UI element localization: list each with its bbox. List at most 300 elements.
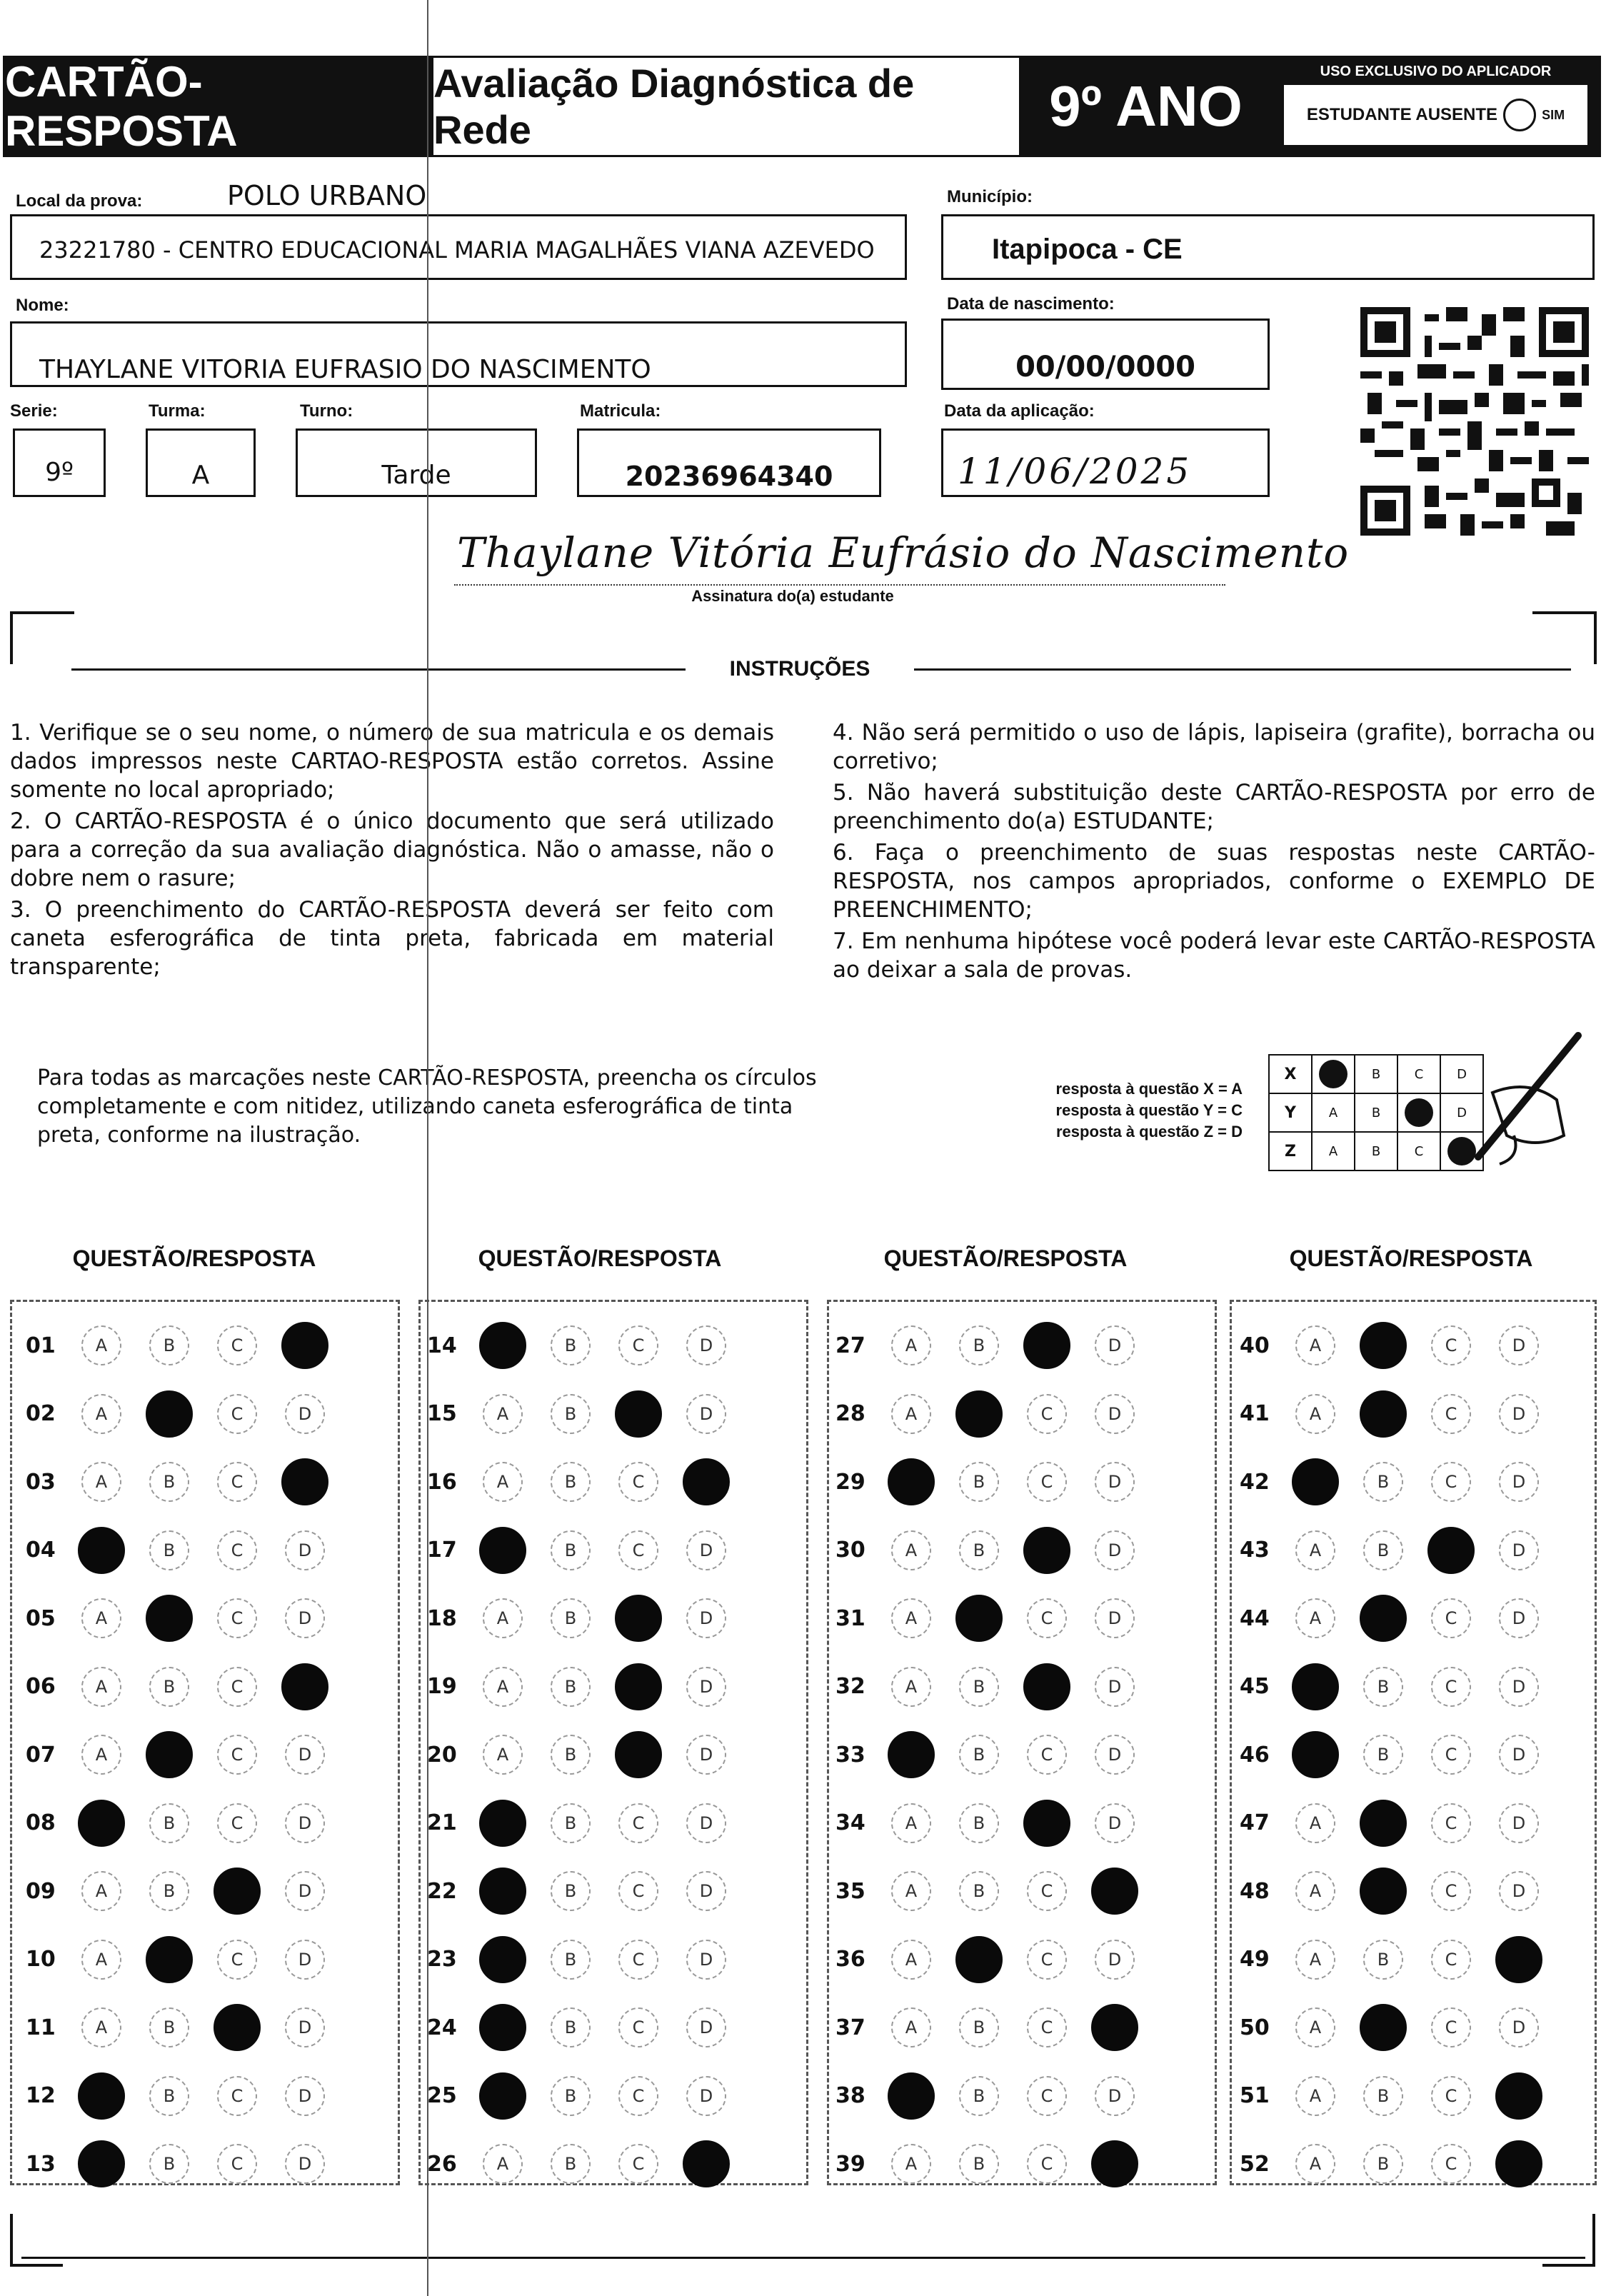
answer-bubble-b[interactable]: B <box>1363 2144 1403 2184</box>
answer-bubble-a[interactable]: A <box>891 1325 931 1365</box>
answer-bubble-d[interactable]: D <box>1499 2007 1539 2047</box>
answer-bubble-d[interactable]: D <box>1095 1462 1135 1502</box>
question-row-46 <box>1240 1733 1567 1776</box>
instructions-heading: INSTRUÇÕES <box>729 657 870 681</box>
filled-bubble-a[interactable] <box>1292 1458 1339 1505</box>
filled-bubble-d[interactable] <box>1091 2004 1138 2051</box>
question-row-35 <box>835 1870 1163 1913</box>
answer-bubble-b[interactable]: B <box>551 1735 591 1775</box>
answer-bubble-d[interactable]: D <box>1499 1325 1539 1365</box>
filled-bubble-d[interactable] <box>281 1458 328 1505</box>
question-number: 50 <box>1240 2015 1270 2040</box>
answer-bubble-d[interactable]: D <box>686 1803 726 1843</box>
answer-bubble-a[interactable]: A <box>891 2007 931 2047</box>
answer-bubble-c[interactable]: C <box>217 1598 257 1638</box>
answer-bubble-b[interactable]: B <box>551 1325 591 1365</box>
turma-label: Turma: <box>149 401 206 421</box>
filled-bubble-b[interactable] <box>146 1390 193 1438</box>
filled-bubble-d[interactable] <box>281 1322 328 1369</box>
answer-bubble-d[interactable]: D <box>686 1871 726 1911</box>
answer-bubble-a[interactable]: A <box>483 1394 523 1434</box>
answer-bubble-d[interactable]: D <box>1499 1462 1539 1502</box>
answer-bubble-a[interactable]: A <box>483 2144 523 2184</box>
instructions-right <box>833 718 1595 987</box>
example-option-c <box>1397 1093 1440 1132</box>
answer-bubble-c[interactable]: C <box>618 1530 658 1570</box>
question-row-36 <box>835 1938 1163 1981</box>
question-row-52 <box>1240 2142 1567 2185</box>
filled-bubble-a[interactable] <box>479 2072 526 2120</box>
answer-bubble-b[interactable]: B <box>959 2007 999 2047</box>
example-line-y: resposta à questão Y = C <box>1055 1101 1243 1119</box>
answer-bubble-d[interactable]: D <box>1095 2076 1135 2116</box>
example-key: Z <box>1269 1132 1312 1170</box>
question-row-11 <box>26 2006 353 2049</box>
answer-bubble-b[interactable]: B <box>959 1871 999 1911</box>
filled-bubble-a[interactable] <box>78 2140 125 2187</box>
question-row-14 <box>427 1324 754 1367</box>
answer-bubble-d[interactable]: D <box>1095 1667 1135 1707</box>
answer-bubble-a[interactable]: A <box>1295 1871 1335 1911</box>
answer-bubble-c[interactable]: C <box>217 1667 257 1707</box>
question-row-28 <box>835 1393 1163 1435</box>
answers-heading-4: QUESTÃO/RESPOSTA <box>1289 1245 1533 1271</box>
filled-bubble-a[interactable] <box>479 1800 526 1847</box>
answer-bubble-d[interactable]: D <box>1095 1803 1135 1843</box>
answer-bubble-a[interactable]: A <box>1295 1394 1335 1434</box>
question-number: 35 <box>835 1878 865 1904</box>
question-row-34 <box>835 1802 1163 1845</box>
question-number: 31 <box>835 1605 865 1631</box>
question-row-22 <box>427 1870 754 1913</box>
question-row-10 <box>26 1938 353 1981</box>
filled-bubble-b[interactable] <box>146 1936 193 1983</box>
answer-bubble-d[interactable]: D <box>285 1598 325 1638</box>
filled-bubble-a[interactable] <box>1292 1663 1339 1710</box>
answer-bubble-d[interactable]: D <box>1095 1598 1135 1638</box>
filled-bubble-a[interactable] <box>479 1527 526 1574</box>
answer-bubble-b[interactable]: B <box>551 1667 591 1707</box>
answer-bubble-d[interactable]: D <box>1095 1325 1135 1365</box>
answer-bubble-a[interactable]: A <box>891 1871 931 1911</box>
answer-bubble-c[interactable]: C <box>217 2076 257 2116</box>
filled-bubble-d[interactable] <box>1091 1868 1138 1915</box>
answer-bubble-c[interactable]: C <box>1027 1940 1067 1980</box>
answer-bubble-a[interactable]: A <box>81 1940 121 1980</box>
answer-bubble-d[interactable]: D <box>686 1598 726 1638</box>
answer-bubble-c[interactable]: C <box>217 2144 257 2184</box>
filled-bubble-d[interactable] <box>1495 2072 1542 2120</box>
question-number: 28 <box>835 1401 865 1426</box>
answer-bubble-b[interactable]: B <box>551 1803 591 1843</box>
answer-bubble-d[interactable]: D <box>686 1667 726 1707</box>
answer-bubble-c[interactable]: C <box>618 1803 658 1843</box>
absent-checkbox[interactable] <box>1503 99 1536 131</box>
answer-bubble-c[interactable]: C <box>217 1394 257 1434</box>
answer-bubble-b[interactable]: B <box>551 1394 591 1434</box>
filled-bubble-c[interactable] <box>1023 1800 1070 1847</box>
answer-bubble-b[interactable]: B <box>551 1598 591 1638</box>
answer-bubble-b[interactable]: B <box>959 2144 999 2184</box>
answer-bubble-c[interactable]: C <box>1027 1598 1067 1638</box>
answer-bubble-d[interactable]: D <box>1095 1530 1135 1570</box>
answer-bubble-a[interactable]: A <box>81 1735 121 1775</box>
answer-bubble-c[interactable]: C <box>217 1940 257 1980</box>
municipio-value: Itapipoca - CE <box>992 234 1183 265</box>
answer-bubble-b[interactable]: B <box>1363 1462 1403 1502</box>
question-row-12 <box>26 2075 353 2117</box>
question-row-47 <box>1240 1802 1567 1845</box>
answer-bubble-c[interactable]: C <box>618 2007 658 2047</box>
filled-bubble-d[interactable] <box>683 1458 730 1505</box>
answer-bubble-b[interactable]: B <box>1363 1667 1403 1707</box>
filled-bubble-c[interactable] <box>214 2004 261 2051</box>
filled-bubble-c[interactable] <box>615 1595 662 1642</box>
filled-bubble-c[interactable] <box>615 1663 662 1710</box>
answer-bubble-b[interactable]: B <box>959 2076 999 2116</box>
filled-bubble-c[interactable] <box>1427 1527 1475 1574</box>
filled-bubble-b[interactable] <box>955 1390 1003 1438</box>
applicator-box <box>1273 58 1599 155</box>
answer-bubble-a[interactable]: A <box>81 1325 121 1365</box>
question-row-06 <box>26 1665 353 1708</box>
answer-bubble-c[interactable]: C <box>217 1325 257 1365</box>
answer-bubble-c[interactable]: C <box>618 1325 658 1365</box>
answer-bubble-c[interactable]: C <box>618 1940 658 1980</box>
qr-code-icon <box>1360 307 1589 536</box>
answer-bubble-b[interactable]: B <box>551 2144 591 2184</box>
filled-bubble-a[interactable] <box>888 2072 935 2120</box>
example-key: X <box>1269 1055 1312 1093</box>
answer-bubble-c[interactable]: C <box>217 1803 257 1843</box>
nascimento-box <box>941 319 1270 390</box>
answer-bubble-b[interactable]: B <box>149 1871 189 1911</box>
answer-bubble-b[interactable]: B <box>149 1667 189 1707</box>
answer-bubble-a[interactable]: A <box>891 1530 931 1570</box>
answer-bubble-c[interactable]: C <box>217 1530 257 1570</box>
answer-bubble-b[interactable]: B <box>1363 2076 1403 2116</box>
answer-bubble-c[interactable]: C <box>217 1462 257 1502</box>
answer-bubble-b[interactable]: B <box>149 2076 189 2116</box>
filled-bubble-c[interactable] <box>214 1868 261 1915</box>
answer-bubble-a[interactable]: A <box>81 1871 121 1911</box>
filled-bubble-b[interactable] <box>1360 2004 1407 2051</box>
answer-bubble-b[interactable]: B <box>551 2007 591 2047</box>
answer-bubble-d[interactable]: D <box>285 2076 325 2116</box>
question-number: 09 <box>26 1878 56 1904</box>
question-number: 30 <box>835 1538 865 1563</box>
answer-bubble-d[interactable]: D <box>1499 1803 1539 1843</box>
nome-box <box>10 321 907 387</box>
answer-bubble-c[interactable]: C <box>1431 1803 1471 1843</box>
answer-bubble-a[interactable]: A <box>81 1462 121 1502</box>
answer-bubble-b[interactable]: B <box>551 1871 591 1911</box>
instructions-left <box>10 718 774 984</box>
answer-bubble-d[interactable]: D <box>285 1940 325 1980</box>
answer-bubble-d[interactable]: D <box>1499 1598 1539 1638</box>
answer-bubble-a[interactable]: A <box>1295 1530 1335 1570</box>
question-row-13 <box>26 2142 353 2185</box>
answer-bubble-a[interactable]: A <box>483 1735 523 1775</box>
answer-bubble-d[interactable]: D <box>686 2007 726 2047</box>
nascimento-label: Data de nascimento: <box>947 294 1115 314</box>
turno-box <box>296 428 537 497</box>
answer-bubble-c[interactable]: C <box>1027 1462 1067 1502</box>
answer-bubble-a[interactable]: A <box>483 1462 523 1502</box>
answer-bubble-b[interactable]: B <box>551 1940 591 1980</box>
filled-bubble-d[interactable] <box>1495 2140 1542 2187</box>
answer-bubble-d[interactable]: D <box>285 1803 325 1843</box>
answer-bubble-d[interactable]: D <box>686 1530 726 1570</box>
answer-bubble-d[interactable]: D <box>285 2144 325 2184</box>
example-option-a: A <box>1312 1093 1355 1132</box>
filled-bubble-b[interactable] <box>1360 1868 1407 1915</box>
question-number: 42 <box>1240 1469 1270 1495</box>
answer-bubble-c[interactable]: C <box>1027 2076 1067 2116</box>
answer-bubble-b[interactable]: B <box>1363 1735 1403 1775</box>
example-option-c: C <box>1397 1055 1440 1093</box>
absent-label: ESTUDANTE AUSENTE <box>1306 105 1498 124</box>
answer-bubble-b[interactable]: B <box>149 1530 189 1570</box>
answer-bubble-a[interactable]: A <box>483 1667 523 1707</box>
filled-bubble-c[interactable] <box>615 1390 662 1438</box>
turma-box <box>146 428 256 497</box>
answer-bubble-a[interactable]: A <box>81 1667 121 1707</box>
instruction-6: 6. Faça o preenchimento de suas respostas neste CARTÃO-RESPOSTA, nos campos apropriados, conforme o EXEMPLO DE PREENCHIMENTO; <box>833 840 1595 923</box>
matricula-box <box>577 428 881 497</box>
answer-bubble-b[interactable]: B <box>959 1462 999 1502</box>
filled-bubble-b[interactable] <box>1360 1390 1407 1438</box>
filled-bubble-d[interactable] <box>1091 2140 1138 2187</box>
answer-bubble-b[interactable]: B <box>149 1462 189 1502</box>
answer-bubble-a[interactable]: A <box>891 1667 931 1707</box>
filled-bubble-b[interactable] <box>1360 1322 1407 1369</box>
question-row-25 <box>427 2075 754 2117</box>
question-number: 04 <box>26 1538 56 1563</box>
answer-bubble-a[interactable]: A <box>483 1598 523 1638</box>
answer-bubble-b[interactable]: B <box>1363 1940 1403 1980</box>
answer-bubble-c[interactable]: C <box>1431 2076 1471 2116</box>
answer-bubble-d[interactable]: D <box>285 1871 325 1911</box>
answer-bubble-c[interactable]: C <box>1431 1940 1471 1980</box>
answer-bubble-b[interactable]: B <box>959 1667 999 1707</box>
question-row-18 <box>427 1597 754 1640</box>
answer-bubble-b[interactable]: B <box>149 1803 189 1843</box>
serie-label: Serie: <box>10 401 58 421</box>
answer-bubble-a[interactable]: A <box>891 1940 931 1980</box>
answer-bubble-d[interactable]: D <box>686 2076 726 2116</box>
answer-bubble-c[interactable]: C <box>1431 1871 1471 1911</box>
answer-bubble-d[interactable]: D <box>686 1940 726 1980</box>
question-number: 18 <box>427 1605 457 1631</box>
filled-bubble-b[interactable] <box>955 1936 1003 1983</box>
answer-bubble-c[interactable]: C <box>618 1462 658 1502</box>
answer-bubble-c[interactable]: C <box>1431 1462 1471 1502</box>
answer-bubble-c[interactable]: C <box>1431 2007 1471 2047</box>
answer-bubble-c[interactable]: C <box>1431 1667 1471 1707</box>
question-row-42 <box>1240 1460 1567 1503</box>
filled-bubble-a[interactable] <box>78 1800 125 1847</box>
filled-bubble-a[interactable] <box>479 1868 526 1915</box>
answer-bubble-c[interactable]: C <box>1431 1394 1471 1434</box>
answer-bubble-c[interactable]: C <box>1431 1325 1471 1365</box>
filled-bubble-a[interactable] <box>479 1936 526 1983</box>
question-number: 47 <box>1240 1810 1270 1835</box>
answer-bubble-d[interactable]: D <box>285 1735 325 1775</box>
question-row-33 <box>835 1733 1163 1776</box>
answer-bubble-b[interactable]: B <box>959 1325 999 1365</box>
question-number: 45 <box>1240 1674 1270 1699</box>
question-number: 51 <box>1240 2083 1270 2108</box>
filled-bubble-a[interactable] <box>888 1731 935 1778</box>
filled-bubble-b[interactable] <box>146 1731 193 1778</box>
answer-bubble-a[interactable]: A <box>1295 1803 1335 1843</box>
answer-bubble-b[interactable]: B <box>551 2076 591 2116</box>
answer-bubble-d[interactable]: D <box>1095 1735 1135 1775</box>
question-number: 19 <box>427 1674 457 1699</box>
filled-bubble-a[interactable] <box>888 1458 935 1505</box>
filled-bubble-a[interactable] <box>479 1322 526 1369</box>
answer-bubble-d[interactable]: D <box>285 2007 325 2047</box>
answer-bubble-a[interactable]: A <box>1295 2144 1335 2184</box>
question-row-37 <box>835 2006 1163 2049</box>
question-row-17 <box>427 1529 754 1572</box>
filled-bubble-b[interactable] <box>1360 1595 1407 1642</box>
question-row-08 <box>26 1802 353 1845</box>
question-row-41 <box>1240 1393 1567 1435</box>
answer-bubble-a[interactable]: A <box>891 2144 931 2184</box>
filled-bubble-a[interactable] <box>1292 1731 1339 1778</box>
answer-bubble-c[interactable]: C <box>1027 1394 1067 1434</box>
answer-bubble-c[interactable]: C <box>1027 2007 1067 2047</box>
question-number: 33 <box>835 1742 865 1768</box>
aplicacao-box <box>941 428 1270 497</box>
question-row-45 <box>1240 1665 1567 1708</box>
answer-bubble-a[interactable]: A <box>81 1598 121 1638</box>
answer-bubble-d[interactable]: D <box>1499 1871 1539 1911</box>
answer-bubble-a[interactable]: A <box>1295 1598 1335 1638</box>
answer-bubble-d[interactable]: D <box>686 1394 726 1434</box>
answer-bubble-a[interactable]: A <box>1295 2007 1335 2047</box>
answer-bubble-a[interactable]: A <box>81 2007 121 2047</box>
answer-bubble-a[interactable]: A <box>1295 1325 1335 1365</box>
filled-bubble-d[interactable] <box>1495 1936 1542 1983</box>
example-option-b: B <box>1355 1132 1397 1170</box>
filled-bubble-a[interactable] <box>78 1527 125 1574</box>
answer-bubble-c[interactable]: C <box>1027 1735 1067 1775</box>
school-value: 23221780 - CENTRO EDUCACIONAL MARIA MAGALHÃES VIANA AZEVEDO <box>39 236 875 264</box>
example-filled-mark <box>1319 1060 1347 1088</box>
answer-bubble-c[interactable]: C <box>217 1735 257 1775</box>
question-number: 15 <box>427 1401 457 1426</box>
answer-bubble-d[interactable]: D <box>285 1530 325 1570</box>
filled-bubble-a[interactable] <box>479 2004 526 2051</box>
answer-bubble-b[interactable]: B <box>149 2144 189 2184</box>
question-number: 49 <box>1240 1947 1270 1972</box>
answer-bubble-b[interactable]: B <box>149 1325 189 1365</box>
question-number: 20 <box>427 1742 457 1768</box>
question-row-29 <box>835 1460 1163 1503</box>
question-row-40 <box>1240 1324 1567 1367</box>
question-row-07 <box>26 1733 353 1776</box>
nome-label: Nome: <box>16 296 69 315</box>
answer-bubble-d[interactable]: D <box>1499 1667 1539 1707</box>
answer-bubble-c[interactable]: C <box>1027 1871 1067 1911</box>
filled-bubble-c[interactable] <box>615 1731 662 1778</box>
answer-bubble-b[interactable]: B <box>149 2007 189 2047</box>
signature-line <box>454 584 1225 586</box>
instruction-1: 1. Verifique se o seu nome, o número de sua matricula e os demais dados impressos neste CARTAO-RESPOSTA estão corretos. Assine somente no local apropriado; <box>10 720 774 803</box>
instruction-5: 5. Não haverá substituição deste CARTÃO-RESPOSTA por erro de preenchimento do(a) ESTUDANTE; <box>833 780 1595 834</box>
question-number: 32 <box>835 1674 865 1699</box>
answer-bubble-c[interactable]: C <box>618 2144 658 2184</box>
filled-bubble-a[interactable] <box>78 2072 125 2120</box>
filled-bubble-b[interactable] <box>955 1595 1003 1642</box>
answer-bubble-c[interactable]: C <box>1027 2144 1067 2184</box>
filled-bubble-d[interactable] <box>683 2140 730 2187</box>
answer-bubble-d[interactable]: D <box>686 1735 726 1775</box>
example-filled-mark <box>1405 1098 1433 1127</box>
answer-bubble-a[interactable]: A <box>891 1803 931 1843</box>
instruction-2: 2. O CARTÃO-RESPOSTA é o único documento que será utilizado para a correção da sua avaliação diagnóstica. Não o amasse, não o dobre nem o rasure; <box>10 808 774 891</box>
answer-bubble-d[interactable]: D <box>1499 1394 1539 1434</box>
answer-bubble-d[interactable]: D <box>686 1325 726 1365</box>
question-row-03 <box>26 1460 353 1503</box>
question-number: 39 <box>835 2151 865 2177</box>
filled-bubble-c[interactable] <box>1023 1663 1070 1710</box>
corner-bracket-tr <box>1532 611 1597 664</box>
answer-bubble-c[interactable]: C <box>1431 1735 1471 1775</box>
answer-bubble-d[interactable]: D <box>1095 1394 1135 1434</box>
answer-bubble-d[interactable]: D <box>1499 1735 1539 1775</box>
question-row-09 <box>26 1870 353 1913</box>
question-row-15 <box>427 1393 754 1435</box>
filled-bubble-b[interactable] <box>146 1595 193 1642</box>
answer-bubble-a[interactable]: A <box>1295 1940 1335 1980</box>
answer-bubble-a[interactable]: A <box>891 1394 931 1434</box>
example-line-z: resposta à questão Z = D <box>1055 1123 1243 1141</box>
filled-bubble-b[interactable] <box>1360 1800 1407 1847</box>
exam-title: Avaliação Diagnóstica de Rede <box>433 61 915 152</box>
answer-bubble-b[interactable]: B <box>551 1462 591 1502</box>
matricula-value: 20236964340 <box>625 461 833 492</box>
answer-bubble-c[interactable]: C <box>618 1871 658 1911</box>
answer-bubble-b[interactable]: B <box>551 1530 591 1570</box>
answer-bubble-d[interactable]: D <box>1095 1940 1135 1980</box>
grade-label: 9º ANO <box>1019 58 1273 155</box>
answer-bubble-a[interactable]: A <box>1295 2076 1335 2116</box>
filled-bubble-c[interactable] <box>1023 1322 1070 1369</box>
question-row-21 <box>427 1802 754 1845</box>
filled-bubble-c[interactable] <box>1023 1527 1070 1574</box>
answer-bubble-d[interactable]: D <box>285 1394 325 1434</box>
answer-bubble-b[interactable]: B <box>959 1803 999 1843</box>
serie-value: 9º <box>45 458 74 487</box>
corner-bracket-tl <box>10 611 74 664</box>
answer-bubble-d[interactable]: D <box>1499 1530 1539 1570</box>
answer-bubble-c[interactable]: C <box>1431 1598 1471 1638</box>
answer-bubble-b[interactable]: B <box>959 1530 999 1570</box>
filled-bubble-d[interactable] <box>281 1663 328 1710</box>
answer-bubble-c[interactable]: C <box>1431 2144 1471 2184</box>
answer-bubble-c[interactable]: C <box>618 2076 658 2116</box>
answer-bubble-a[interactable]: A <box>891 1598 931 1638</box>
answer-bubble-b[interactable]: B <box>1363 1530 1403 1570</box>
question-number: 27 <box>835 1333 865 1358</box>
question-number: 34 <box>835 1810 865 1835</box>
answer-bubble-b[interactable]: B <box>959 1735 999 1775</box>
answer-bubble-a[interactable]: A <box>81 1394 121 1434</box>
